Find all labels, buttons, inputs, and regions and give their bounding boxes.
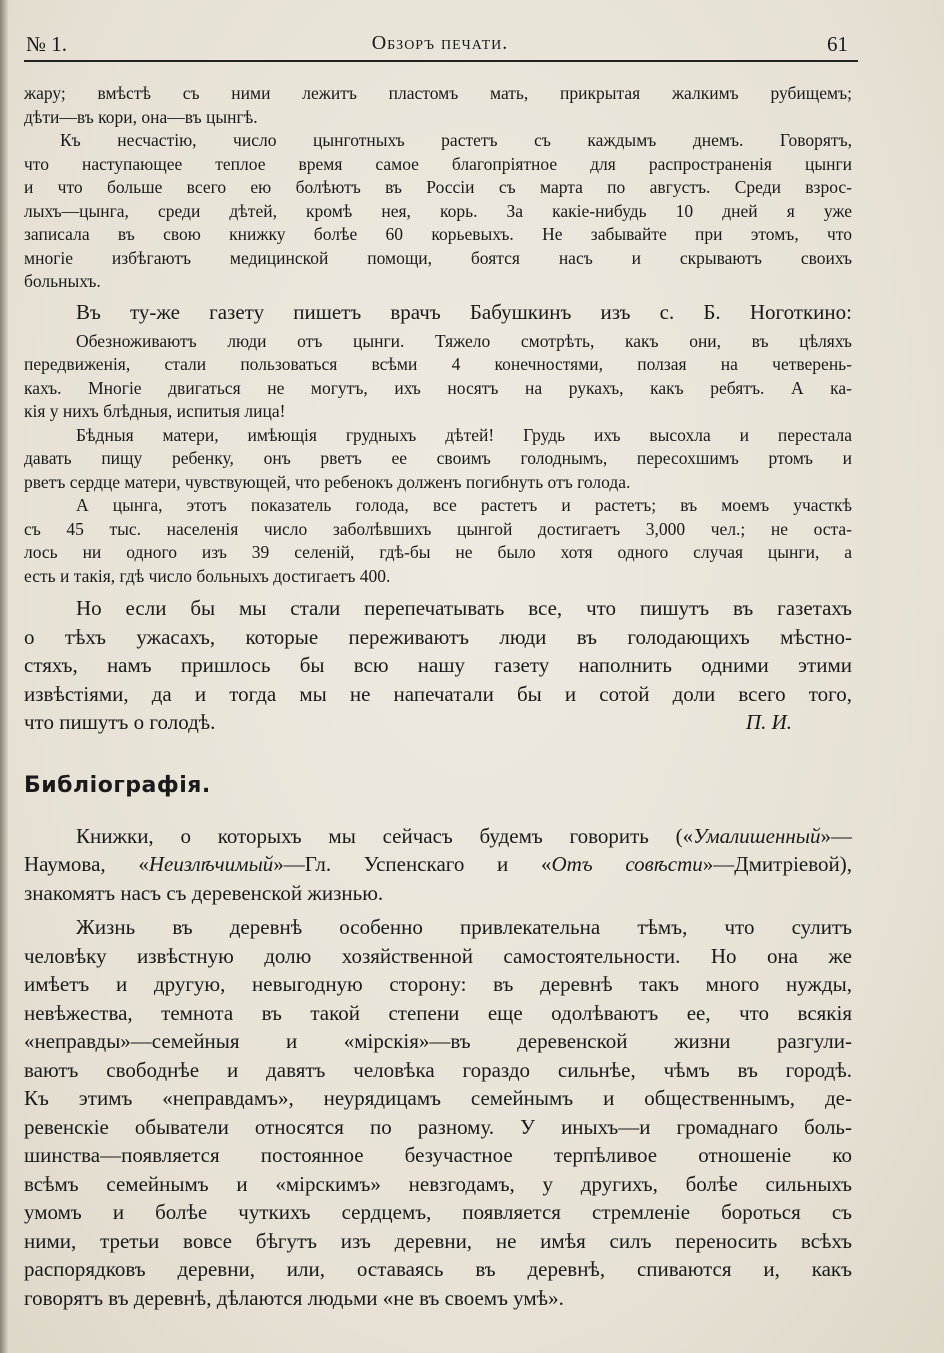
text-line: дѣти—въ кори, она—въ цынгѣ. [24, 106, 258, 127]
text-line: «неправды»—семейныя и «мірскія»—въ деревенской жизни разгули- [24, 1029, 852, 1053]
text-line: что пишутъ о голодѣ. [24, 710, 216, 734]
page-number: 61 [827, 32, 848, 56]
closing-paragraph [24, 594, 852, 737]
closing-last-line [24, 708, 852, 737]
author-signature: П. И. [745, 710, 792, 734]
text-line: лыхъ—цынга, среди дѣтей, кромѣ нея, корь. За какіе-нибудь 10 дней я уже [24, 200, 852, 221]
text-line: невѣжества, темнота въ такой степени еще одолѣваютъ ее, что всякія [24, 1000, 852, 1025]
text-line: шинства—появляется постоянное безучастное терпѣливое отношеніе ко [24, 1143, 852, 1167]
header-rule [24, 60, 858, 62]
text-line: ревенскіе обыватели относятся по разному. У иныхъ—и громаднаго боль- [24, 1114, 852, 1139]
text-line: жару; вмѣстѣ съ ними лежитъ пластомъ мать, прикрытая жалкимъ рубищемъ; [24, 83, 852, 103]
text-line: распорядковъ деревни, или, оставаясь въ деревнѣ, спиваются и, какъ [24, 1257, 852, 1281]
text-line: рветъ сердце матери, чувствующей, что ребенокъ долженъ погибнуть отъ голода. [24, 471, 631, 492]
text-span: »—Гл. Успенскаго и « [273, 852, 552, 876]
text-line: кія у нихъ блѣдныя, испитыя лица! [24, 401, 286, 421]
page-edge-shadow [0, 0, 8, 1353]
text-line: и что больше всего ею болѣютъ въ Россіи съ марта по августъ. Среди взрос- [24, 177, 852, 197]
text-line: многіе избѣгаютъ медицинской помощи, боятся насъ и скрываютъ своихъ [24, 247, 852, 268]
text-line: съ 45 тыс. населенія число заболѣвшихъ цынгой достигаетъ 3,000 чел.; не оста- [24, 518, 852, 539]
biblio-paragraph-2 [24, 913, 852, 1312]
text-line: Обезноживаютъ люди отъ цынги. Тяжело смотрѣть, какъ они, въ цѣляхъ [76, 330, 852, 351]
quote-paragraph-1 [24, 330, 852, 424]
text-span: »—Дмитріевой), [702, 852, 852, 876]
text-line: человѣку извѣстную долю хозяйственной самостоятельности. Но она же [24, 943, 852, 968]
text-line: ними, третьи вовсе бѣгутъ изъ деревни, не имѣя силъ переносить всѣхъ [24, 1228, 852, 1253]
text-line: говорятъ въ деревнѣ, дѣлаются людьми «не въ своемъ умѣ». [24, 1285, 564, 1310]
text-line: Бѣдныя матери, имѣющія грудныхъ дѣтей! Грудь ихъ высохла и перестала [76, 424, 852, 445]
text-line: извѣстіями, да и тогда мы не напечатали бы и сотой доли всего того, [24, 681, 852, 706]
text-line: ваютъ свободнѣе и давятъ человѣка гораздо сильнѣе, чѣмъ въ городѣ. [24, 1057, 852, 1082]
text-line: лось ни одного изъ 39 селеній, гдѣ-бы не было хотя одного случая цынги, а [24, 542, 852, 562]
paragraph-continuation [24, 82, 852, 129]
text-line: давать пищу ребенку, онъ рветъ ее своимъ голоднымъ, пересохшимъ ртомъ и [24, 448, 852, 468]
text-line: Къ этимъ «неправдамъ», неурядицамъ семейнымъ и общественнымъ, де- [24, 1086, 852, 1110]
text-line: всѣмъ семейнымъ и «мірскимъ» невзгодамъ, у другихъ, болѣе сильныхъ [24, 1171, 852, 1196]
book-title-2: Неизлѣчимый [148, 852, 274, 876]
text-line: кахъ. Многіе двигаться не могутъ, ихъ носятъ на рукахъ, какъ ребятъ. А ка- [24, 377, 852, 398]
quote-paragraph-2 [24, 424, 852, 495]
text-line: больныхъ. [24, 271, 101, 291]
text-line [24, 822, 852, 851]
text-line: стяхъ, намъ пришлось бы всю нашу газету наполнить одними этими [24, 653, 852, 677]
section-heading: Библіографія. [24, 772, 211, 798]
text-line: умомъ и болѣе чуткихъ сердцемъ, появляется стремленіе бороться съ [24, 1200, 852, 1224]
text-line: о тѣхъ ужасахъ, которые переживаютъ люди въ голодающихъ мѣстно- [24, 624, 852, 649]
text-line: Жизнь въ деревнѣ особенно привлекательна тѣмъ, что сулитъ [76, 915, 852, 939]
running-header [26, 30, 854, 60]
text-line: передвиженія, стали пользоваться всѣми 4 конечностями, ползая на четверень- [24, 354, 852, 374]
text-line: что наступающее теплое время самое благопріятное для распространенія цынги [24, 153, 852, 174]
text-line: Но если бы мы стали перепечатывать все, что пишутъ въ газетахъ [76, 596, 852, 620]
text-span: Наумова, « [24, 852, 149, 876]
text-line: знакомятъ насъ съ деревенской жизнью. [24, 880, 384, 905]
quote-paragraph-3 [24, 494, 852, 588]
issue-number: № 1. [26, 32, 68, 56]
text-line [24, 850, 852, 879]
book-title-3: Отъ совѣсти [551, 852, 703, 876]
text-span: Книжки, о которыхъ мы сейчасъ будемъ говорить (« [76, 823, 694, 848]
text-line: А цынга, этотъ показатель голода, все растетъ и растетъ; въ моемъ участкѣ [76, 495, 852, 515]
article-body [24, 82, 852, 1312]
lead-line: Въ ту-же газету пишетъ врачъ Бабушкинъ изъ с. Б. Ноготкино: [76, 299, 852, 324]
text-span: »— [820, 823, 852, 848]
header-title: Обзоръ печати. [371, 32, 509, 54]
book-title-1: Умалишенный [693, 823, 821, 848]
text-line: есть и такія, гдѣ число больныхъ достигаетъ 400. [24, 565, 391, 586]
paragraph-scurvy [24, 129, 852, 294]
text-line: имѣетъ и другую, невыгодную сторону: въ деревнѣ такъ много нужды, [24, 972, 852, 996]
biblio-paragraph-1 [24, 822, 852, 908]
text-line: Къ несчастію, число цынготныхъ растетъ съ каждымъ днемъ. Говорятъ, [60, 130, 852, 150]
text-line: записала въ свою книжку болѣе 60 корьевыхъ. Не забывайте при этомъ, что [24, 224, 852, 244]
